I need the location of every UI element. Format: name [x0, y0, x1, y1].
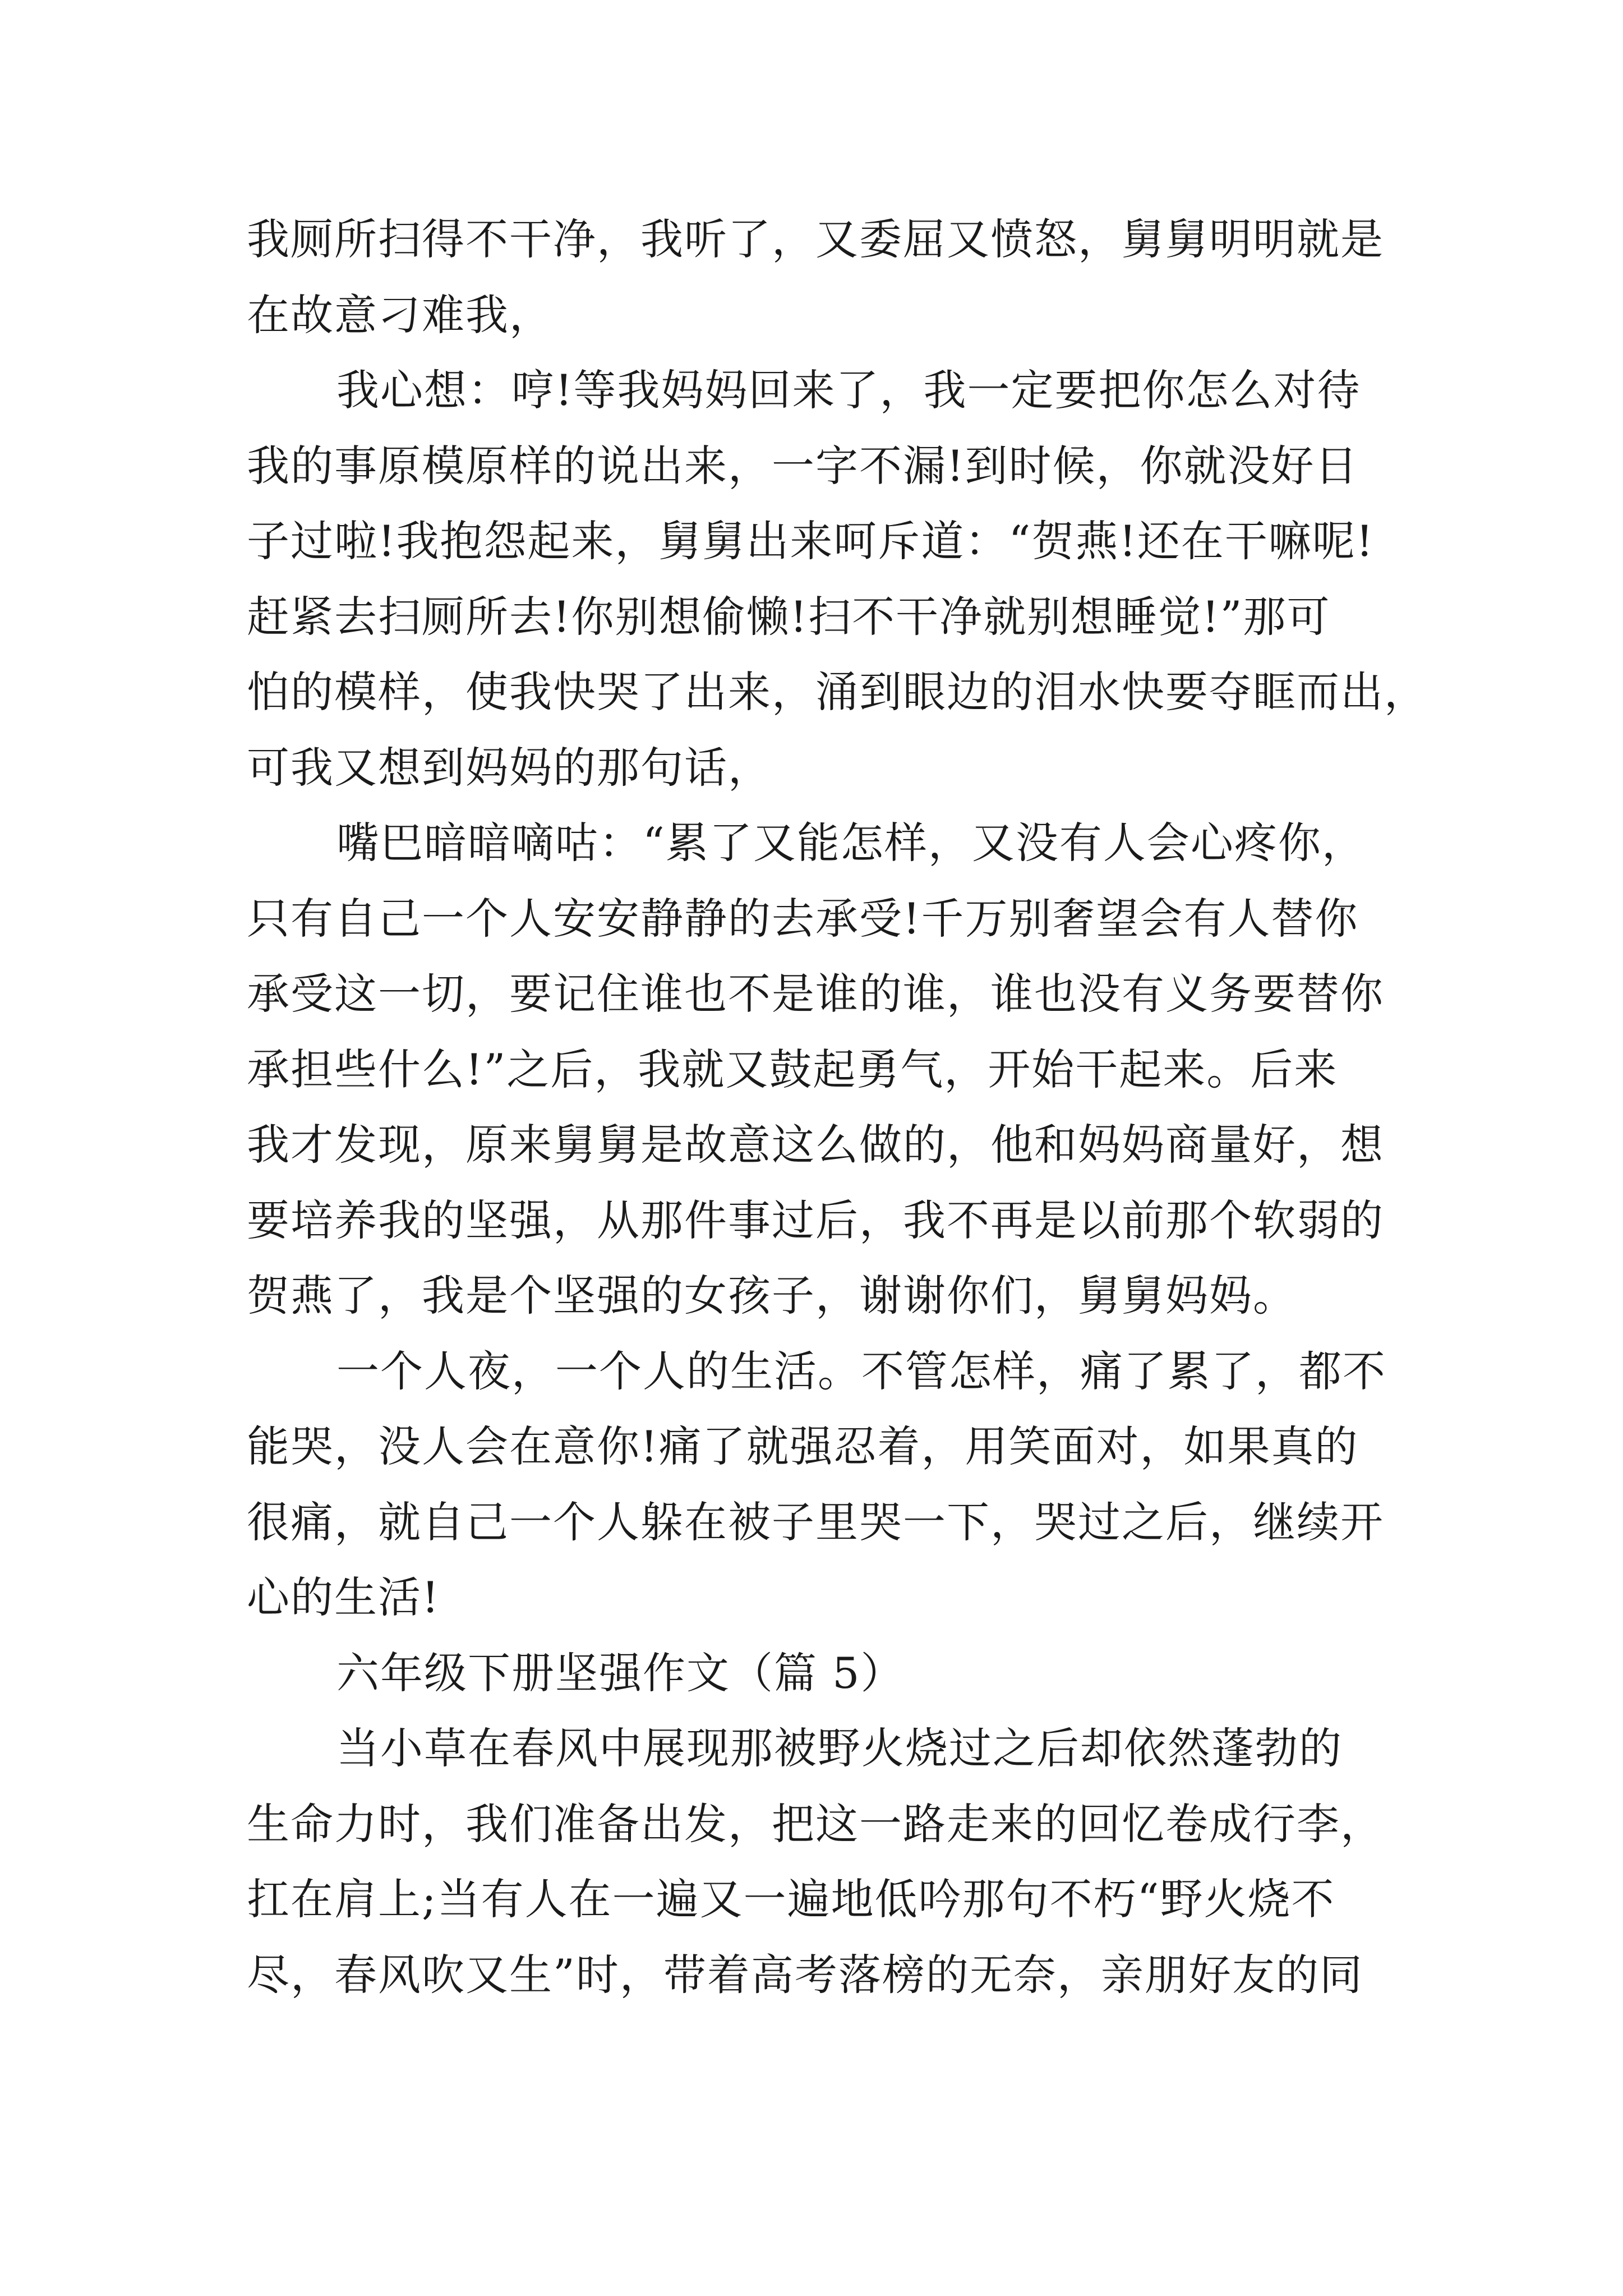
- text-line: 能哭，没人会在意你!痛了就强忍着，用笑面对，如果真的: [247, 1421, 1359, 1471]
- text-line: 一个人夜，一个人的生活。不管怎样，痛了累了，都不: [336, 1346, 1386, 1396]
- body-text: [247, 202, 1428, 2013]
- text-line: 只有自己一个人安安静静的去承受!千万别奢望会有人替你: [247, 893, 1359, 944]
- text-line: 很痛，就自己一个人躲在被子里哭一下，哭过之后，继续开: [247, 1497, 1384, 1547]
- text-line: 心的生活!: [247, 1572, 440, 1622]
- text-line: 怕的模样，使我快哭了出来，涌到眼边的泪水快要夺眶而出，: [247, 667, 1428, 717]
- text-line: 我才发现，原来舅舅是故意这么做的，他和妈妈商量好，想: [247, 1120, 1384, 1170]
- text-line: 我的事原模原样的说出来，一字不漏!到时候，你就没好日: [247, 440, 1359, 491]
- section-heading: 六年级下册坚强作文（篇 5）: [336, 1648, 905, 1698]
- text-line: 嘴巴暗暗嘀咕：“累了又能怎样，又没有人会心疼你，: [336, 818, 1366, 868]
- text-line: 赶紧去扫厕所去!你别想偷懒!扫不干净就别想睡觉!”那可: [247, 591, 1331, 642]
- text-line: 要培养我的坚强，从那件事过后，我不再是以前那个软弱的: [247, 1195, 1384, 1245]
- text-line: 承担些什么!”之后，我就又鼓起勇气，开始干起来。后来: [247, 1044, 1338, 1094]
- text-line: 我心想：哼!等我妈妈回来了，我一定要把你怎么对待: [336, 365, 1361, 415]
- text-line: 生命力时，我们准备出发，把这一路走来的回忆卷成行李，: [247, 1798, 1384, 1849]
- text-line: 承受这一切，要记住谁也不是谁的谁，谁也没有义务要替你: [247, 969, 1384, 1019]
- text-line: 尽，春风吹又生”时，带着高考落榜的无奈，亲朋好友的同: [247, 1949, 1363, 2000]
- text-line: 贺燕了，我是个坚强的女孩子，谢谢你们，舅舅妈妈。: [247, 1271, 1297, 1320]
- text-line: 扛在肩上;当有人在一遍又一遍地低吟那句不朽“野火烧不: [247, 1874, 1335, 1924]
- text-line: 在故意刁难我，: [247, 289, 553, 340]
- text-line: 我厕所扫得不干净，我听了，又委屈又愤怒，舅舅明明就是: [247, 214, 1384, 264]
- text-line: 可我又想到妈妈的那句话，: [247, 742, 772, 793]
- text-line: 当小草在春风中展现那被野火烧过之后却依然蓬勃的: [336, 1723, 1343, 1773]
- text-line: 子过啦!我抱怨起来，舅舅出来呵斥道：“贺燕!还在干嘛呢!: [247, 516, 1375, 566]
